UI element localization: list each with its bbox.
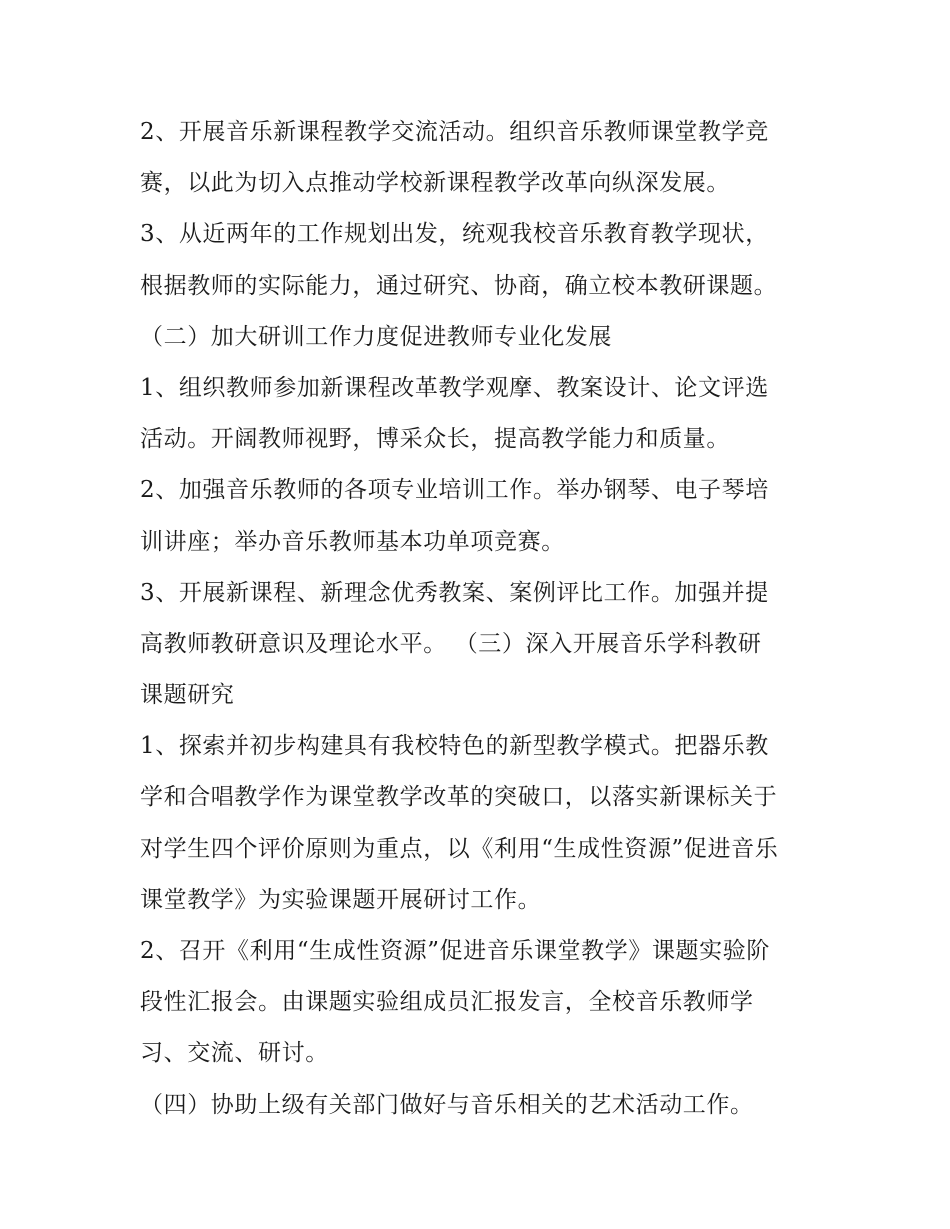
text-line-18: 段性汇报会。由课题实验组成员汇报发言，全校音乐教师学 bbox=[140, 989, 754, 1016]
section-heading-4: （四）协助上级有关部门做好与音乐相关的艺术活动工作。 bbox=[140, 1091, 754, 1118]
text-line-10: 3、开展新课程、新理念优秀教案、案例评比工作。加强并提 bbox=[140, 579, 769, 606]
text-line-6: 1、组织教师参加新课程改革教学观摩、教案设计、论文评选 bbox=[140, 374, 769, 401]
text-line-9: 训讲座；举办音乐教师基本功单项竞赛。 bbox=[140, 528, 565, 555]
text-line-8: 2、加强音乐教师的各项专业培训工作。举办钢琴、电子琴培 bbox=[140, 477, 769, 504]
text-line-19: 习、交流、研讨。 bbox=[140, 1040, 329, 1067]
text-line-3: 3、从近两年的工作规划出发，统观我校音乐教育教学现状， bbox=[140, 221, 769, 248]
text-line-7: 活动。开阔教师视野，博采众长，提高教学能力和质量。 bbox=[140, 426, 730, 453]
text-line-11: 高教师教研意识及理论水平。 （三）深入开展音乐学科教研 bbox=[140, 630, 762, 657]
section-heading-2: （二）加大研训工作力度促进教师专业化发展 bbox=[140, 323, 612, 350]
text-line-1: 2、开展音乐新课程教学交流活动。组织音乐教师课堂教学竞 bbox=[140, 119, 769, 145]
text-line-14: 学和合唱教学作为课堂教学改革的突破口，以落实新课标关于 bbox=[140, 784, 778, 811]
document-body bbox=[140, 107, 840, 1131]
text-line-2: 赛，以此为切入点推动学校新课程教学改革向纵深发展。 bbox=[140, 170, 730, 197]
text-line-16: 课堂教学》为实验课题开展研讨工作。 bbox=[140, 886, 542, 913]
text-line-15: 对学生四个评价原则为重点，以《利用“生成性资源”促进音乐 bbox=[140, 835, 779, 862]
text-line-12: 课题研究 bbox=[140, 682, 235, 709]
text-line-13: 1、探索并初步构建具有我校特色的新型教学模式。把器乐教 bbox=[140, 733, 769, 760]
text-line-17: 2、召开《利用“生成性资源”促进音乐课堂教学》课题实验阶 bbox=[140, 938, 770, 964]
text-line-4: 根据教师的实际能力，通过研究、协商，确立校本教研课题。 bbox=[140, 272, 778, 299]
